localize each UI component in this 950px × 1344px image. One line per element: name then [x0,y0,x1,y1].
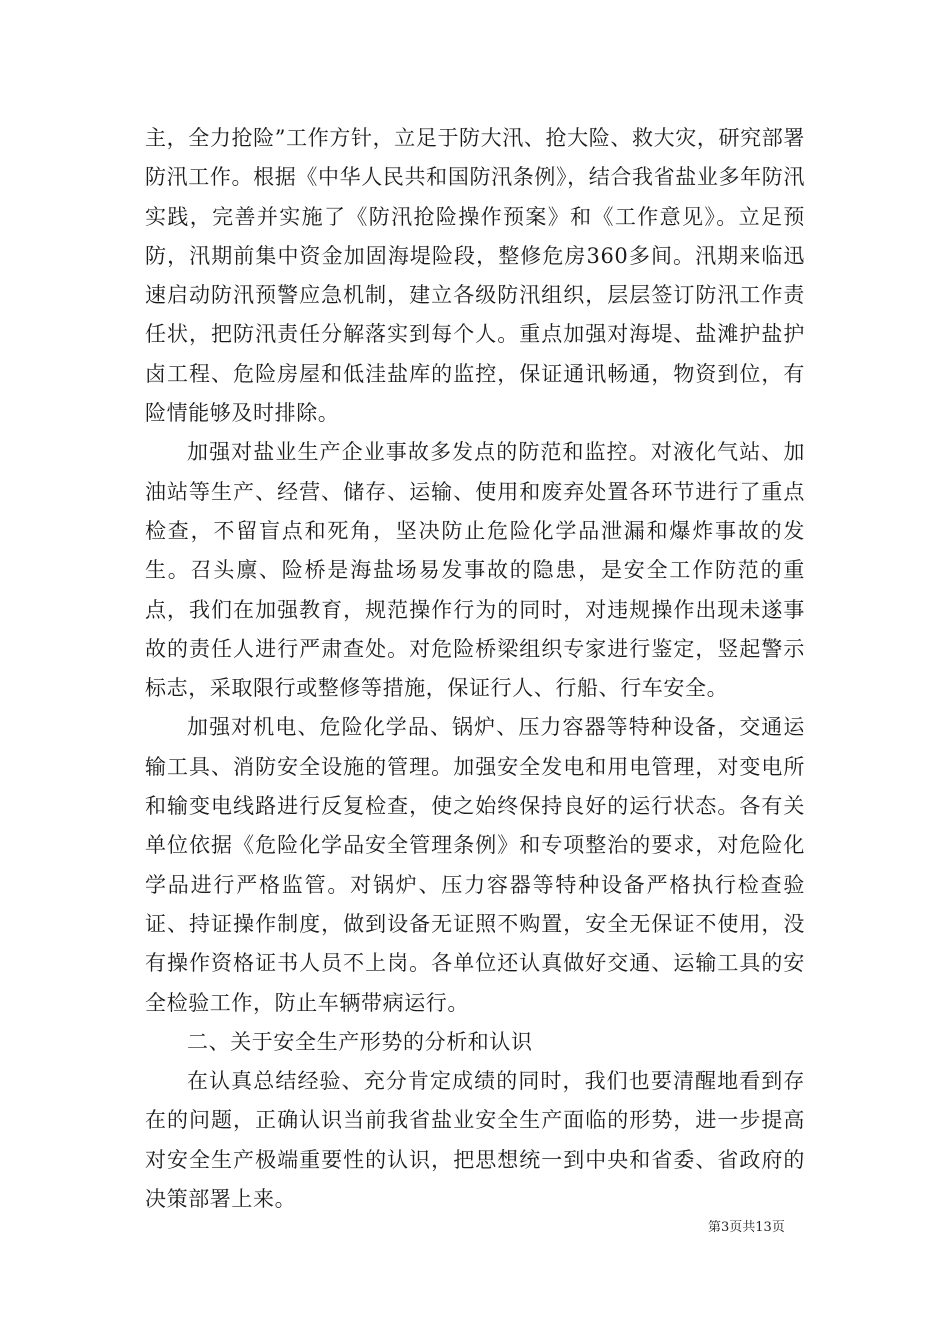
document-body [145,119,805,1219]
page-number-footer: 第3页共13页 [708,1220,785,1235]
paragraph-situation-analysis: 在认真总结经验、充分肯定成绩的同时，我们也要清醒地看到存在的问题，正确认识当前我省盐业安全生产面临的形势，进一步提高对安全生产极端重要性的认识，把思想统一到中央和省委、省政府的决策部署上来。 [145,1069,805,1212]
paragraph-flood-control: 主，全力抢险”工作方针，立足于防大汛、抢大险、救大灾，研究部署防汛工作。根据《中华人民共和国防汛条例》，结合我省盐业多年防汛实践，完善并实施了《防汛抢险操作预案》和《工作意见》。立足预防，汛期前集中资金加固海堤险段，整修危房360多间。汛期来临迅速启动防汛预警应急机制，建立各级防汛组织，层层签订防汛工作责任状，把防汛责任分解落实到每个人。重点加强对海堤、盐滩护盐护卤工程、危险房屋和低洼盐库的监控，保证通讯畅通，物资到位，有险情能够及时排除。 [145,126,805,426]
section-heading-safety-situation: 二、关于安全生产形势的分析和认识 [187,1029,533,1054]
paragraph-accident-prevention: 加强对盐业生产企业事故多发点的防范和监控。对液化气站、加油站等生产、经营、储存、运输、使用和废弃处置各环节进行了重点检查，不留盲点和死角，坚决防止危险化学品泄漏和爆炸事故的发生。召头廪、险桥是海盐场易发事故的隐患，是安全工作防范的重点，我们在加强教育，规范操作行为的同时，对违规操作出现未遂事故的责任人进行严肃查处。对危险桥梁组织专家进行鉴定，竖起警示标志，采取限行或整修等措施，保证行人、行船、行车安全。 [145,440,805,701]
paragraph-equipment-management: 加强对机电、危险化学品、锅炉、压力容器等特种设备，交通运输工具、消防安全设施的管理。加强安全发电和用电管理，对变电所和输变电线路进行反复检查，使之始终保持良好的运行状态。各有关单位依据《危险化学品安全管理条例》和专项整治的要求，对危险化学品进行严格监管。对锅炉、压力容器等特种设备严格执行检查验证、持证操作制度，做到设备无证照不购置，安全无保证不使用，没有操作资格证书人员不上岗。各单位还认真做好交通、运输工具的安全检验工作，防止车辆带病运行。 [145,715,805,1015]
